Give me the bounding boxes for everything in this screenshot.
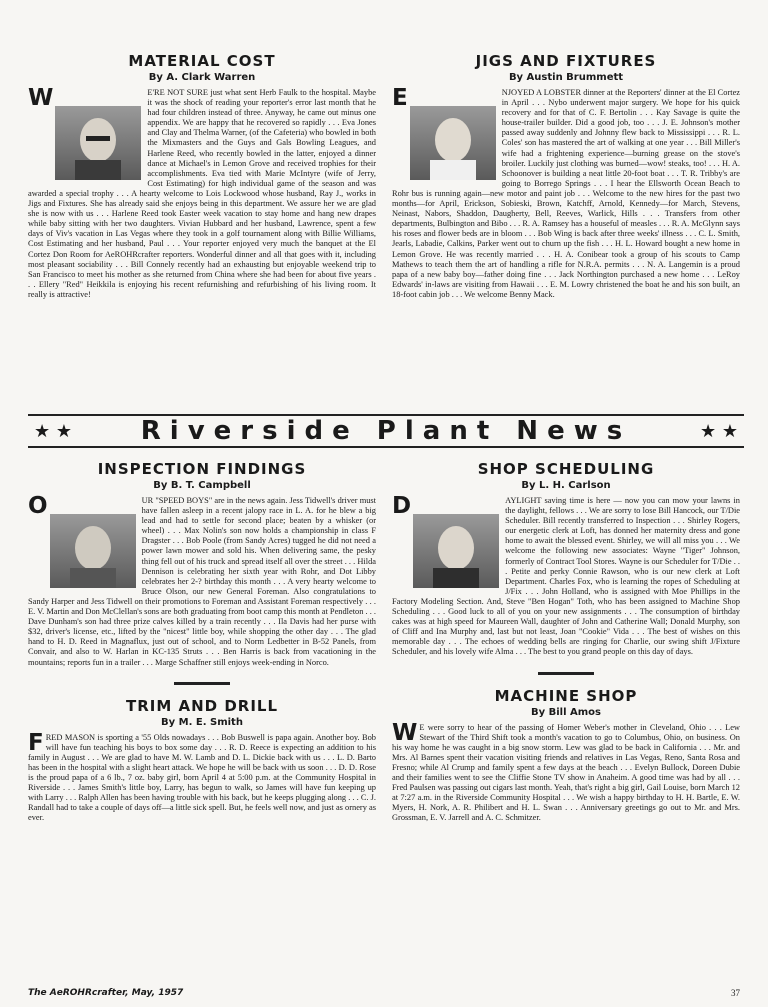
portrait-photo	[50, 514, 136, 588]
article-body	[392, 493, 740, 658]
article-body	[392, 85, 740, 300]
article-title: MACHINE SHOP	[494, 686, 638, 705]
drop-cap: F	[28, 729, 44, 756]
article-body	[392, 719, 740, 824]
article-byline: By Austin Brummett	[508, 72, 624, 83]
divider	[174, 682, 230, 685]
divider	[538, 672, 594, 675]
article-text: RED MASON is sporting a '55 Olds nowadays . . . Bob Buswell is papa again. Another boy. Bob will have fun teaching his boys to box some day . . . R. D. Reece is expecting an addition to his family in August . . . We are glad to have M. W. Lamb and D. L. Dickie back with us . . . L. D. Barto has been in the hospital with a slight heart attack. We hope he will be back with us soon . . . D. D. Rose is the proud papa of a 6 lb., 7 oz. baby girl, born April 4 at 5:00 p.m. at the Community Hospital in Riverside . . . James Smith's little boy, Larry, has begun to walk, so James will have fun keeping up with Larry . . . Ralph Allen has been having trouble with his back, but he keeps plugging along . . . C. J. Randall had to take a couple of days off—a little sick spell. But, he feels well now, and just as ornery as ever.	[28, 732, 376, 823]
article-byline: By A. Clark Warren	[148, 72, 256, 83]
drop-cap: D	[392, 493, 412, 519]
article-title: MATERIAL COST	[128, 52, 276, 70]
article-title: INSPECTION FINDINGS	[97, 460, 307, 478]
section-banner	[28, 414, 744, 448]
article-inspection-findings	[28, 460, 376, 823]
drop-cap: W	[28, 85, 54, 111]
article-byline: By Bill Amos	[531, 706, 601, 718]
article-title: TRIM AND DRILL	[125, 696, 279, 715]
article-text: UR "SPEED BOYS" are in the news again. Jess Tidwell's driver must have fallen asleep in a recent jalopy race in L. A. for he blew a big lead and had to settle for second place; beaten by a whisker (or wheel) . . . Max Nolin's son now holds a championship in class F Dragster . . . Bob Poole (from Sandy Acres) tugged he did not need a power lawn mower and sold his. When delivering same, the pesky thing fell out of his truck and spread itself all over the street . . . Hilda Dennison is celebrating her sixth year with Rohr, and Dot Libby celebrates her 2-? birthday this month . . . A very hearty welcome to Bruce Olson, our new General Foreman. Also congratulations to Sandy Harper and Jess Tidwell on their promotions to Foreman and Assistant Foreman respectively . . . E. V. Martin and Don McClellan's sons are both graduating from boot camp this month at Pendleton . . . Dave Dunham's son had three prize calves killed by a train recently . . . Ila Davis had her purse with $32, driver's license, etc., lifted by the "nicest" little boy, while shopping the other day . . . The glad hand to H. D. Reed in Magnaflux, just out of school, and to Norm Ledbetter in B-52 Panels, from Convair, and also to W. Harlan in KC-135 Struts . . . Ben Harris is back from vacationing in the mountains; reports fun in a trailer . . . Marge Schaffner still enjoys week-ending in Norco.	[28, 496, 376, 667]
article-byline: By M. E. Smith	[161, 716, 243, 728]
article-material-cost	[28, 52, 376, 300]
article-jigs-fixtures	[392, 52, 740, 300]
article-byline: By L. H. Carlson	[521, 480, 611, 491]
star-icon: ★ ★	[34, 420, 72, 442]
article-body	[28, 493, 376, 668]
article-shop-scheduling	[392, 460, 740, 823]
article-title: SHOP SCHEDULING	[477, 460, 655, 478]
article-text: E were sorry to hear of the passing of Homer Weber's mother in Cleveland, Ohio . . . Lew Stewart of the Third Shift took a month's vacation to go to Columbus, Ohio, on business. On his way home he was caught in a big snow storm. Lew was glad to be back in California . . . Mr. and Mrs. Al Barnes spent their vacation visiting friends and relatives in Las Vegas, Reno, Santa Rosa and Fresno; while Al Crump and family spent a few days at the beach . . . Evelyn Bullock, Doreen Dubie and their families went to see the Cliffie Stone TV show in Anaheim. A good time was had by all . . . Fred Paulsen was passing out cigars last month. Yeah, that's right a big girl, Gail Louise, born March 12 at 7:27 a.m. in the Riverside Community Hospital . . . We wish a happy birthday to H. H. Bartle, E. W. Myers, H. Nork, A. R. Philibert and H. L. Swan . . . Anniversary greetings go out to Mr. and Mrs. Grossman, E. V. Jarrell and A. C. Schmitzer.	[392, 722, 740, 823]
article-text: E'RE NOT SURE just what sent Herb Faulk to the hospital. Maybe it was the shock of reading your reporter's error last month that he had four children instead of three. Anyway, he came out minus one appendix. We are happy that he recovered so rapidly . . . Eva Jones and Clay and Thelma Warner, (of the Cafeteria) who bowled in both the Mixmasters and the Guys and Gals Bowling Leagues, and Harlene Reed, who recently bowled in the latter, enjoyed a dinner dance at Michael's in Lemon Grove and received trophies for their accomplishments. Eva tied with Marie McIntyre (wife of Jerry, Cost Estimating) for high individual game of the season and was awarded a special trophy . . . A hearty welcome to Lois Lockwood whose husband, Ray J., works in Jigs and Fixtures. She has already said she enjoys being in this department. We assure her we are glad she is now with us . . . Harlene Reed took Easter week vacation to stay home and hang new drapes while baby sitting with her two daughters. Vivian Hubbard and her husband, Lawrence, spent a few days of Viv's vacation in Las Vegas where they took in a golf tournament along with Billie Williams, Cost Estimating and her husband, Paul . . . Your reporter enjoyed very much the banquet at the El Cortez Don Room for AeROHRcrafter reporters. Wonderful dinner and all that goes with it, including most pleasant sociability . . . Bill Connely recently had an exhausting but enjoyable weekend trip to San Francisco to meet his mother as she returned from China where she had been for about five years . . . Ellery "Red" Heikkila is enjoying his recent refurnishing and refurbishing of his living room. It really is attractive!	[28, 88, 376, 299]
drop-cap: W	[392, 719, 418, 746]
portrait-photo	[410, 106, 496, 180]
page-number: 37	[731, 988, 740, 998]
article-text: AYLIGHT saving time is here — now you can mow your lawns in the daylight, fellows . . . We are sorry to lose Bill Hancock, our T/Die Scheduler. Bill recently transferred to Inspection . . . Shirley Rogers, our energetic clerk at Loft, has donned her maternity dress and gone home to await the blessed event. Shirley, we will all miss you . . . We welcome the following new associates: Wayne "Tiger" Johnson, formerly of Contract Tool Stores. Wayne is our Scheduler for T/Die . . . Petite and perky Connie Rawson, who is our new clerk at Loft Department. Charles Fox, who is learning the ropes of Scheduling at J/Fix . . . John Holland, who is assigned with Moe Phillips in the Factory Modeling Section. And, Steve "Ben Hogan" Toth, who has been assigned to Machine Shop Scheduling . . . Good luck to all of you on your new assignments . . . The consumption of birthday cakes was at high speed for Maureen Wall, daughter of John and Catherine Wall; Donald Murphy, son of Cliff and Ina Murphy and, last but not least, Joan "Cookie" Vida . . . The best of wishes on this memorable day . . . The echoes of wedding bells are ringing for Charlie, our swing shift J/Fixture Scheduler, and his lovely wife Alma . . . The best to you grand people on this day of days.	[392, 496, 740, 657]
portrait-photo	[413, 514, 499, 588]
banner-title: Riverside Plant News	[140, 416, 632, 446]
article-text: NJOYED A LOBSTER dinner at the Reporters' dinner at the El Cortez in April . . . Nybo underwent major surgery. We hope for his quick recovery and for that of C. F. Bertolin . . . Kay Savage is quite the house-trailer builder. Did a good job, too . . . J. E. Johnson's mother passed away suddenly and Johnny flew back to Mississippi . . . R. L. Coles' son has mastered the art of walking at one year . . . Bill Miller's wife had a frightening experience—burning grease on the stove's broiler. Luckily just clothing was burned—wow! steaks, too! . . . H. A. Schoonover is building a neat little 20-foot boat . . . T. R. Tribby's are going to Borrego Springs . . . I hear the Ellsworth Ocean Beach to Rohr bus is running again—new motor and paint job . . . Welcome to the new hires for the past two months—for April, Erickson, Sobieski, Brown, Katchff, Arnold, Kennedy—for March, Stevens, Neinast, Nabors, Shaddon, Daugherty, Bell, Reeves, Warlick, Hills . . . Transfers from other departments, Bulbington and Bibo . . . R. A. Ramsey has a houseful of measles . . . R. A. McGlynn says his roses and flower beds are in bloom . . . Bob Wing is back after three weeks' illness . . . C. L. Smith, Jearls, Labadie, Calkins, Parker went out to churn up the fish . . . H. L. Howard bought a new home in Lemon Grove. He was recently married . . . H. A. Conibear took a group of his scouts to Camp Mathews to teach them the art of handling a rifle for N.R.A. permits . . . N. A. Langemin is a proud papa of a new baby boy—father doing fine . . . Jack Northington purchased a new home . . . LeRoy Edwards' in-laws are visiting from Hawaii . . . E. M. Lowry christened the boat he and his son built, an 18-foot cabin job . . . We welcome Benny Mack.	[392, 88, 740, 299]
article-body	[28, 85, 376, 300]
drop-cap: E	[392, 85, 408, 111]
drop-cap: O	[28, 493, 48, 519]
article-title: JIGS AND FIXTURES	[475, 52, 657, 70]
article-body	[28, 729, 376, 824]
publication-footer: The AeROHRcrafter, May, 1957	[28, 988, 184, 998]
portrait-photo	[55, 106, 141, 180]
star-icon: ★ ★	[699, 420, 738, 442]
article-byline: By B. T. Campbell	[153, 480, 251, 491]
